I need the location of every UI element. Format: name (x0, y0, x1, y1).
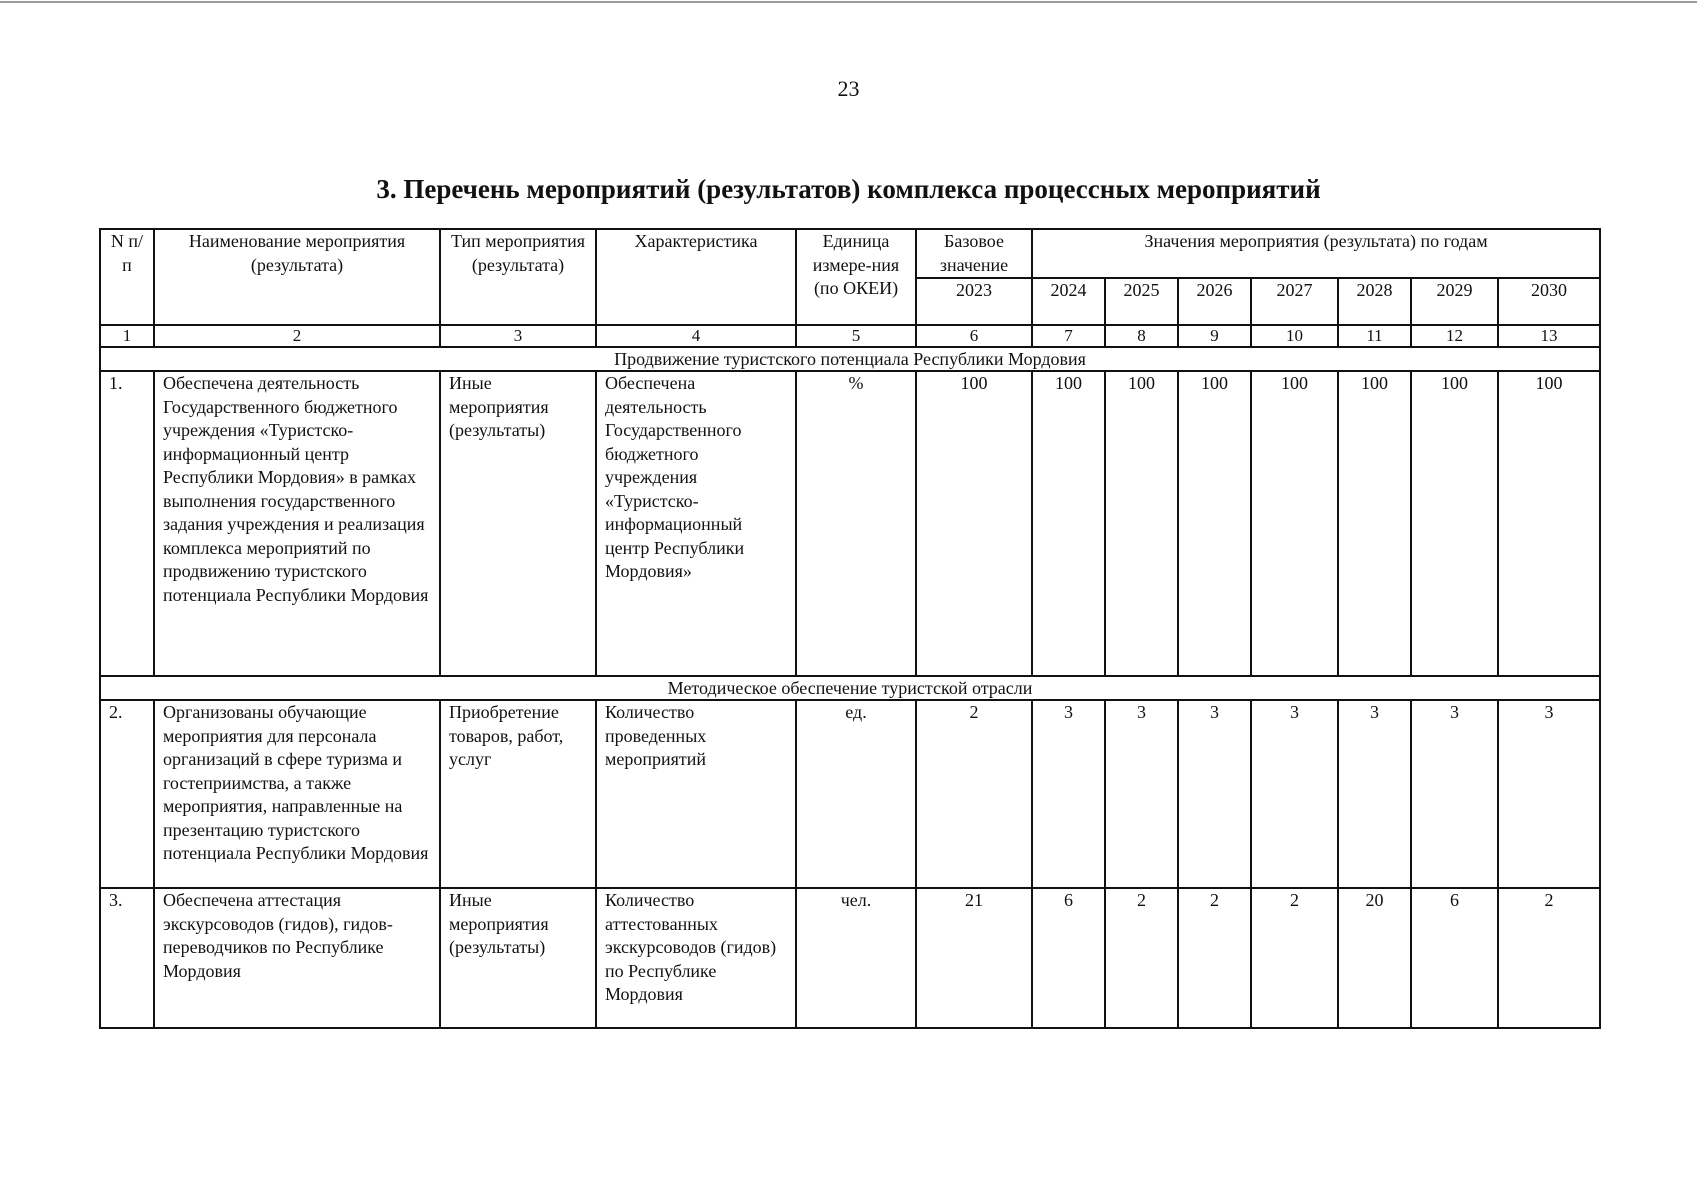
row-characteristic: Количество аттестованных экскурсоводов (гидов) по Республике Мордовия (596, 888, 796, 1028)
column-number: 3 (440, 325, 596, 347)
row-year-value: 3 (1338, 700, 1411, 888)
row-year-value: 6 (1032, 888, 1105, 1028)
column-number: 6 (916, 325, 1032, 347)
row-year-value: 2 (1251, 888, 1338, 1028)
column-number: 5 (796, 325, 916, 347)
row-year-value: 2 (1105, 888, 1178, 1028)
column-number: 8 (1105, 325, 1178, 347)
row-year-value: 100 (1032, 371, 1105, 676)
header-year: 2027 (1251, 278, 1338, 325)
measures-table (99, 228, 1601, 1029)
row-unit: ед. (796, 700, 916, 888)
row-year-value: 100 (1498, 371, 1600, 676)
header-values-by-year: Значения мероприятия (результата) по годам (1032, 229, 1600, 278)
row-year-value: 3 (1178, 700, 1251, 888)
row-year-value: 3 (1411, 700, 1498, 888)
row-base-value: 21 (916, 888, 1032, 1028)
row-characteristic: Количество проведенных мероприятий (596, 700, 796, 888)
row-year-value: 100 (1178, 371, 1251, 676)
row-num: 1. (100, 371, 154, 676)
column-number: 7 (1032, 325, 1105, 347)
scan-edge-line (0, 1, 1697, 3)
header-num: N п/п (100, 229, 154, 325)
table-row (100, 371, 1600, 676)
row-characteristic: Обеспечена деятельность Государственного бюджетного учреждения «Туристско-информационный центр Республики Мордовия» (596, 371, 796, 676)
document-title: 3. Перечень мероприятий (результатов) комплекса процессных мероприятий (376, 174, 1321, 204)
header-type: Тип мероприятия (результата) (440, 229, 596, 325)
row-name: Обеспечена деятельность Государственного бюджетного учреждения «Туристско-информационный центр Республики Мордовия» в рамках выполнения государственного задания учреждения и реализация комплекса мероприятий по продвижению туристского потенциала Республики Мордовия (154, 371, 440, 676)
column-number: 13 (1498, 325, 1600, 347)
row-base-value: 100 (916, 371, 1032, 676)
row-base-value: 2 (916, 700, 1032, 888)
section-row (100, 347, 1600, 371)
column-number: 2 (154, 325, 440, 347)
header-year: 2030 (1498, 278, 1600, 325)
column-number: 12 (1411, 325, 1498, 347)
row-unit: % (796, 371, 916, 676)
row-year-value: 100 (1251, 371, 1338, 676)
row-year-value: 100 (1338, 371, 1411, 676)
column-number: 1 (100, 325, 154, 347)
row-year-value: 100 (1411, 371, 1498, 676)
header-name: Наименование мероприятия (результата) (154, 229, 440, 325)
header-row-top (100, 229, 1600, 278)
section-title: Продвижение туристского потенциала Республики Мордовия (100, 347, 1600, 371)
row-year-value: 3 (1032, 700, 1105, 888)
row-year-value: 2 (1178, 888, 1251, 1028)
header-base-year: 2023 (916, 278, 1032, 325)
row-year-value: 3 (1251, 700, 1338, 888)
page-number: 23 (837, 76, 860, 101)
row-num: 2. (100, 700, 154, 888)
header-year: 2025 (1105, 278, 1178, 325)
column-number: 11 (1338, 325, 1411, 347)
column-number: 9 (1178, 325, 1251, 347)
row-year-value: 3 (1498, 700, 1600, 888)
section-row (100, 676, 1600, 700)
row-unit: чел. (796, 888, 916, 1028)
row-name: Обеспечена аттестация экскурсоводов (гидов), гидов-переводчиков по Республике Мордовия (154, 888, 440, 1028)
column-number: 4 (596, 325, 796, 347)
table-row (100, 700, 1600, 888)
row-year-value: 6 (1411, 888, 1498, 1028)
header-year: 2026 (1178, 278, 1251, 325)
column-number: 10 (1251, 325, 1338, 347)
column-numbers-row (100, 325, 1600, 347)
row-year-value: 3 (1105, 700, 1178, 888)
row-type: Иные мероприятия (результаты) (440, 371, 596, 676)
row-type: Приобретение товаров, работ, услуг (440, 700, 596, 888)
header-year: 2028 (1338, 278, 1411, 325)
row-year-value: 20 (1338, 888, 1411, 1028)
header-year: 2029 (1411, 278, 1498, 325)
header-year: 2024 (1032, 278, 1105, 325)
row-name: Организованы обучающие мероприятия для персонала организаций в сфере туризма и гостеприимства, а также мероприятия, направленные на презентацию туристского потенциала Республики Мордовия (154, 700, 440, 888)
row-num: 3. (100, 888, 154, 1028)
row-type: Иные мероприятия (результаты) (440, 888, 596, 1028)
section-title: Методическое обеспечение туристской отрасли (100, 676, 1600, 700)
row-year-value: 100 (1105, 371, 1178, 676)
header-characteristic: Характеристика (596, 229, 796, 325)
table-row (100, 888, 1600, 1028)
header-unit: Единица измере-ния (по ОКЕИ) (796, 229, 916, 325)
row-year-value: 2 (1498, 888, 1600, 1028)
header-base: Базовое значение (916, 229, 1032, 278)
